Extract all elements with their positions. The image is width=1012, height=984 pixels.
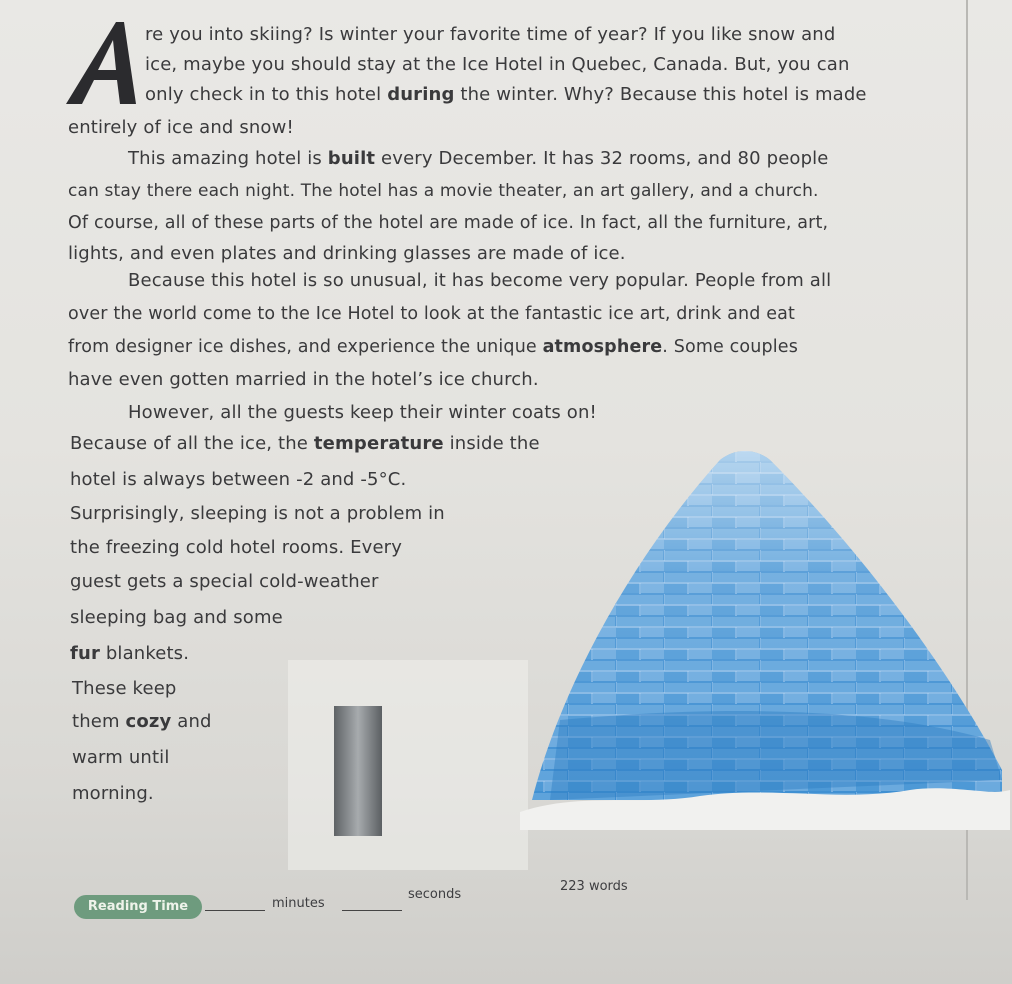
- article-line: lights, and even plates and drinking glasses are made of ice.: [68, 243, 626, 264]
- article-line: morning.: [72, 783, 154, 804]
- article-line: them cozy and: [72, 711, 212, 732]
- article-line: Because of all the ice, the temperature inside the: [70, 433, 540, 454]
- minutes-blank[interactable]: [205, 910, 265, 911]
- word-count: 223 words: [560, 879, 628, 894]
- article-line: This amazing hotel is built every December. It has 32 rooms, and 80 people: [128, 148, 829, 169]
- reading-time-badge: Reading Time: [74, 895, 202, 919]
- article-line: Of course, all of these parts of the hotel are made of ice. In fact, all the furniture, art,: [68, 213, 829, 233]
- drop-cap-letter: [64, 20, 138, 106]
- article-line: These keep: [72, 678, 177, 699]
- article-line: guest gets a special cold-weather: [70, 571, 379, 592]
- article-line: can stay there each night. The hotel has a movie theater, an art gallery, and a church.: [68, 181, 819, 201]
- article-line: Because this hotel is so unusual, it has become very popular. People from all: [128, 270, 832, 291]
- seconds-label: seconds: [408, 887, 462, 902]
- article-line: fur blankets.: [70, 643, 190, 664]
- article-line: ice, maybe you should stay at the Ice Hotel in Quebec, Canada. But, you can: [145, 54, 850, 75]
- article-line: only check in to this hotel during the winter. Why? Because this hotel is made: [145, 84, 867, 105]
- minutes-label: minutes: [272, 896, 325, 911]
- ice-door-pillar: [334, 706, 382, 836]
- article-line: entirely of ice and snow!: [68, 117, 294, 138]
- article-line: the freezing cold hotel rooms. Every: [70, 537, 403, 558]
- ice-hotel-igloo-image: [520, 440, 1010, 830]
- article-line: warm until: [72, 747, 170, 768]
- seconds-blank[interactable]: [342, 910, 402, 911]
- article-line: from designer ice dishes, and experience the unique atmosphere. Some couples: [68, 337, 798, 357]
- article-line: have even gotten married in the hotel’s ice church.: [68, 369, 539, 390]
- article-line: sleeping bag and some: [70, 607, 283, 628]
- article-line: However, all the guests keep their winter coats on!: [128, 402, 597, 423]
- article-line: Surprisingly, sleeping is not a problem in: [70, 503, 445, 524]
- image-backdrop: [288, 660, 528, 870]
- article-line: over the world come to the Ice Hotel to look at the fantastic ice art, drink and eat: [68, 304, 795, 324]
- article-line: hotel is always between -2 and -5°C.: [70, 469, 407, 490]
- article-line: re you into skiing? Is winter your favorite time of year? If you like snow and: [145, 24, 836, 45]
